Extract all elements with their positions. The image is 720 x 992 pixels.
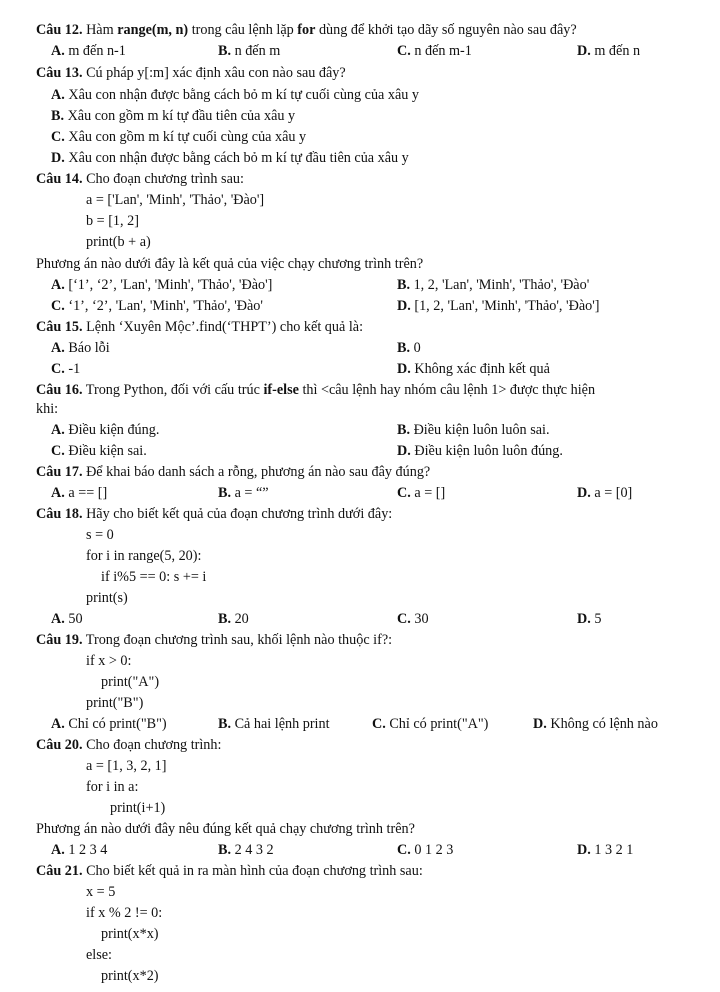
- code-line: else:: [86, 947, 112, 963]
- question-prompt: Phương án nào dưới đây nêu đúng kết quả chạy chương trình trên?: [36, 821, 415, 837]
- question-21: Câu 21. Cho biết kết quả in ra màn hình của đoạn chương trình sau:: [36, 863, 423, 879]
- code-line: if x > 0:: [86, 653, 132, 669]
- question-19: Câu 19. Trong đoạn chương trình sau, khối lệnh nào thuộc if?:: [36, 632, 393, 648]
- code-line: print("B"): [86, 695, 144, 711]
- question-12: Câu 12. Hàm range(m, n) trong câu lệnh lặp for dùng để khởi tạo dãy số nguyên nào sau đây?: [36, 22, 577, 38]
- question-13: Câu 13. Cú pháp y[:m] xác định xâu con nào sau đây?: [36, 65, 346, 81]
- question-prompt: Phương án nào dưới đây là kết quả của việc chạy chương trình trên?: [36, 256, 424, 272]
- option-c: C. ‘1’, ‘2’, 'Lan', 'Minh', 'Thảo', 'Đào': [51, 298, 263, 314]
- question-16: Câu 16. Trong Python, đối với cấu trúc if-else thì <câu lệnh hay nhóm câu lệnh 1> được thực hiện: [36, 382, 596, 398]
- option-b: B. Cả hai lệnh print: [218, 716, 330, 732]
- option-c: C. a = []: [397, 485, 446, 501]
- option-a: A. Xâu con nhận được bằng cách bỏ m kí tự cuối cùng của xâu y: [51, 87, 420, 103]
- option-b: B. Xâu con gồm m kí tự đầu tiên của xâu y: [51, 108, 296, 124]
- option-c: C. Chỉ có print("A"): [372, 716, 489, 732]
- option-d: D. 1 3 2 1: [577, 842, 634, 858]
- question-16-cont: khi:: [36, 401, 59, 417]
- code-line: b = [1, 2]: [86, 213, 139, 229]
- option-c: C. 0 1 2 3: [397, 842, 454, 858]
- code-line: if x % 2 != 0:: [86, 905, 163, 921]
- option-c: C. Điều kiện sai.: [51, 443, 147, 459]
- option-b: B. n đến m: [218, 43, 281, 59]
- option-c: C. n đến m-1: [397, 43, 472, 59]
- option-c: C. 30: [397, 611, 429, 627]
- option-b: B. 0: [397, 340, 421, 356]
- option-b: B. 2 4 3 2: [218, 842, 274, 858]
- code-line: print(s): [86, 590, 128, 606]
- option-b: B. Điều kiện luôn luôn sai.: [397, 422, 550, 438]
- code-line: print(x*x): [101, 926, 159, 942]
- option-a: A. Báo lỗi: [51, 340, 110, 356]
- option-d: D. Điều kiện luôn luôn đúng.: [397, 443, 563, 459]
- option-d: D. 5: [577, 611, 602, 627]
- option-a: A. Điều kiện đúng.: [51, 422, 160, 438]
- question-20: Câu 20. Cho đoạn chương trình:: [36, 737, 222, 753]
- option-d: D. Không xác định kết quả: [397, 361, 550, 377]
- option-d: D. a = [0]: [577, 485, 633, 501]
- question-14: Câu 14. Cho đoạn chương trình sau:: [36, 171, 244, 187]
- option-a: A. [‘1’, ‘2’, 'Lan', 'Minh', 'Thảo', 'Đào']: [51, 277, 273, 293]
- option-b: B. 20: [218, 611, 249, 627]
- question-17: Câu 17. Để khai báo danh sách a rỗng, phương án nào sau đây đúng?: [36, 464, 431, 480]
- question-15: Câu 15. Lệnh ‘Xuyên Mộc’.find(‘THPT’) cho kết quả là:: [36, 319, 364, 335]
- code-line: for i in a:: [86, 779, 139, 795]
- code-line: print(x*2): [101, 968, 159, 984]
- option-c: C. -1: [51, 361, 81, 377]
- question-label: Câu 12.: [36, 22, 83, 38]
- code-line: for i in range(5, 20):: [86, 548, 202, 564]
- code-line: a = ['Lan', 'Minh', 'Thảo', 'Đào']: [86, 192, 265, 208]
- code-line: x = 5: [86, 884, 116, 900]
- option-d: D. Xâu con nhận được bằng cách bỏ m kí tự đầu tiên của xâu y: [51, 150, 409, 166]
- option-d: D. m đến n: [577, 43, 641, 59]
- code-line: print(i+1): [110, 800, 166, 816]
- option-b: B. 1, 2, 'Lan', 'Minh', 'Thảo', 'Đào': [397, 277, 590, 293]
- option-a: A. a == []: [51, 485, 108, 501]
- option-a: A. Chỉ có print("B"): [51, 716, 167, 732]
- code-line: print(b + a): [86, 234, 151, 250]
- option-a: A. m đến n-1: [51, 43, 126, 59]
- option-a: A. 50: [51, 611, 83, 627]
- option-a: A. 1 2 3 4: [51, 842, 108, 858]
- option-b: B. a = “”: [218, 485, 269, 501]
- option-d: D. [1, 2, 'Lan', 'Minh', 'Thảo', 'Đào']: [397, 298, 600, 314]
- option-d: D. Không có lệnh nào: [533, 716, 658, 732]
- code-line: s = 0: [86, 527, 114, 543]
- question-18: Câu 18. Hãy cho biết kết quả của đoạn chương trình dưới đây:: [36, 506, 393, 522]
- code-line: print("A"): [101, 674, 160, 690]
- option-c: C. Xâu con gồm m kí tự cuối cùng của xâu y: [51, 129, 307, 145]
- code-line: a = [1, 3, 2, 1]: [86, 758, 167, 774]
- code-line: if i%5 == 0: s += i: [101, 569, 207, 585]
